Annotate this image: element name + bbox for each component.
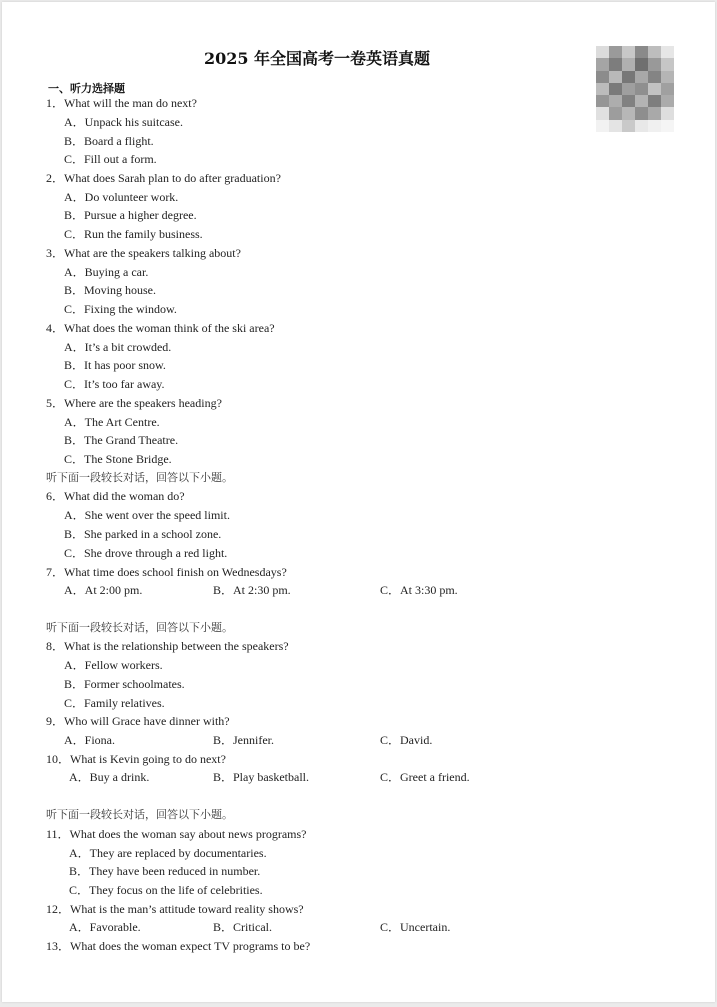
answer-option: B．Moving house. <box>64 283 157 297</box>
answer-option: C．The Stone Bridge. <box>64 452 172 466</box>
question-text: 6．What did the woman do? <box>46 489 185 503</box>
answer-option: A．She went over the speed limit. <box>64 508 230 522</box>
answer-option: A．Buy a drink. <box>69 770 150 784</box>
answer-option: A．Favorable. <box>69 920 141 934</box>
qr-code-icon <box>596 46 674 132</box>
question-text: 2．What does Sarah plan to do after graduation? <box>46 171 281 185</box>
answer-option: B．Former schoolmates. <box>64 677 185 691</box>
section-heading-listening: 一、听力选择题 <box>48 82 125 95</box>
answer-option: C．It’s too far away. <box>64 377 165 391</box>
question-text: 7．What time does school finish on Wednesdays? <box>46 565 287 579</box>
page-title: 2025 年全国高考一卷英语真题 <box>203 49 431 68</box>
question-text: 5．Where are the speakers heading? <box>46 396 222 410</box>
answer-option: A．Fiona. <box>64 733 116 747</box>
answer-option: B．Pursue a higher degree. <box>64 208 197 222</box>
answer-option: A．Unpack his suitcase. <box>64 115 183 129</box>
answer-option: C．Fixing the window. <box>64 302 177 316</box>
question-text: 9．Who will Grace have dinner with? <box>46 714 230 728</box>
answer-option: B．Play basketball. <box>213 770 309 784</box>
instruction-note: 听下面一段较长对话，回答以下小题。 <box>46 471 233 484</box>
question-text: 3．What are the speakers talking about? <box>46 246 241 260</box>
answer-option: A．The Art Centre. <box>64 415 160 429</box>
answer-option: C．Uncertain. <box>380 920 451 934</box>
answer-option: A．They are replaced by documentaries. <box>69 846 267 860</box>
answer-option: C．They focus on the life of celebrities. <box>69 883 263 897</box>
answer-option: A．Buying a car. <box>64 265 149 279</box>
answer-option: B．She parked in a school zone. <box>64 527 222 541</box>
instruction-note: 听下面一段较长对话，回答以下小题。 <box>46 621 233 634</box>
question-text: 8．What is the relationship between the speakers? <box>46 639 289 653</box>
answer-option: C．She drove through a red light. <box>64 546 228 560</box>
question-text: 4．What does the woman think of the ski area? <box>46 321 275 335</box>
answer-option: A．It’s a bit crowded. <box>64 340 172 354</box>
answer-option: B．It has poor snow. <box>64 358 166 372</box>
answer-option: B．Jennifer. <box>213 733 274 747</box>
question-text: 10．What is Kevin going to do next? <box>46 752 226 766</box>
answer-option: C．David. <box>380 733 433 747</box>
answer-option: B．They have been reduced in number. <box>69 864 261 878</box>
answer-option: A．Do volunteer work. <box>64 190 179 204</box>
answer-option: C．Fill out a form. <box>64 152 157 166</box>
answer-option: B．At 2:30 pm. <box>213 583 291 597</box>
answer-option: C．Family relatives. <box>64 696 165 710</box>
answer-option: C．Greet a friend. <box>380 770 470 784</box>
answer-option: C．At 3:30 pm. <box>380 583 458 597</box>
answer-option: A．Fellow workers. <box>64 658 163 672</box>
answer-option: B．Critical. <box>213 920 272 934</box>
answer-option: A．At 2:00 pm. <box>64 583 143 597</box>
question-text: 12．What is the man’s attitude toward reality shows? <box>46 902 304 916</box>
instruction-note: 听下面一段较长对话，回答以下小题。 <box>46 808 233 821</box>
answer-option: B．Board a flight. <box>64 134 154 148</box>
answer-option: B．The Grand Theatre. <box>64 433 179 447</box>
question-text: 11．What does the woman say about news programs? <box>46 827 307 841</box>
answer-option: C．Run the family business. <box>64 227 203 241</box>
question-text: 1．What will the man do next? <box>46 96 197 110</box>
document-page <box>2 2 715 1002</box>
question-text: 13．What does the woman expect TV programs to be? <box>46 939 311 953</box>
